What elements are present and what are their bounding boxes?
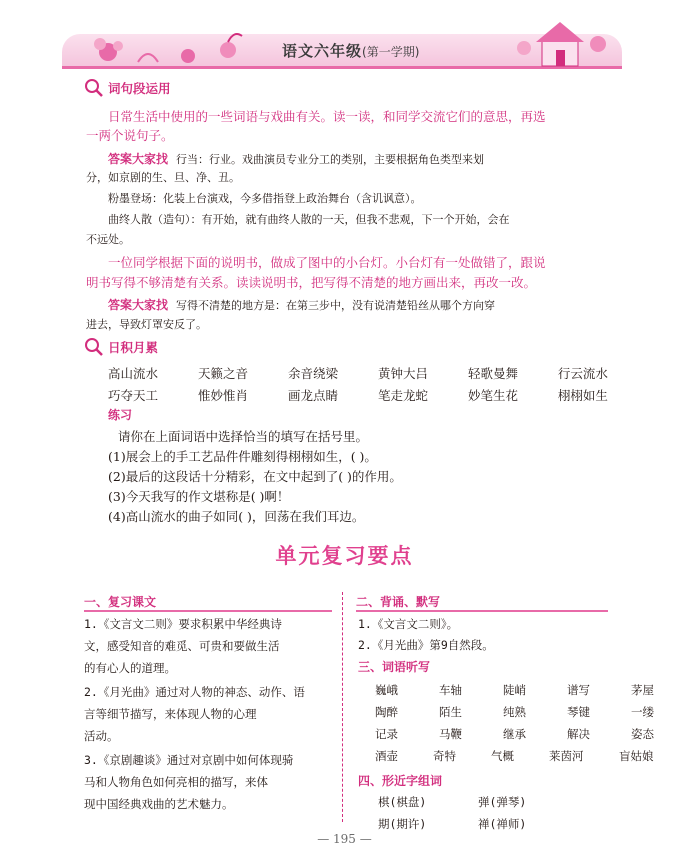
right-heading-dictation: 三、词语听写: [358, 660, 431, 674]
practice-instruction: 请你在上面词语中选择恰当的填写在括号里。: [118, 429, 369, 444]
review-line-5: 言等细节描写，来体现人物的心理: [84, 707, 257, 721]
dictation-word: 记录: [375, 727, 398, 741]
dictation-word: 盲姑娘: [619, 749, 654, 763]
right-heading-recite: 二、背诵、默写: [356, 595, 441, 609]
dictation-word: 马鞭: [439, 727, 462, 741]
idiom: 行云流水: [557, 366, 608, 381]
idiom: 天籁之音: [197, 366, 248, 381]
right-heading-rule: [356, 610, 608, 612]
answer-row-1: 答案大家找 行当：行业。戏曲演员专业分工的类别，主要根据角色类型来划: [108, 152, 484, 166]
dictation-word: 气概: [491, 749, 514, 763]
dictation-word: 陡峭: [503, 683, 526, 697]
dictation-row-2: [375, 704, 669, 720]
dictation-row-3: [375, 726, 669, 742]
idiom: 惟妙惟肖: [197, 388, 248, 403]
dictation-word: 陶醉: [375, 705, 398, 719]
practice-question-1: (1)展会上的手工艺品件件雕刻得栩栩如生，( )。: [108, 449, 377, 464]
unit-review-title: 单元复习要点: [275, 544, 414, 568]
answer-row-4: 曲终人散（造句）：有开始，就有曲终人散的一天，但我不悲观，下一个开始，会在: [108, 213, 510, 226]
practice-label: 练习: [108, 408, 133, 422]
answer-row-6: 答案大家找 写得不清楚的地方是：在第三步中，没有说清楚铅丝从哪个方向穿: [108, 298, 495, 312]
dictation-word: 姿态: [631, 727, 654, 741]
idiom: 笔走龙蛇: [377, 388, 428, 403]
idiom-row-1: [108, 364, 608, 382]
dictation-word: 奇特: [433, 749, 456, 763]
review-line-1: 1.《文言文二则》要求积累中华经典诗: [84, 617, 282, 631]
section1-intro-line1: 日常生活中使用的一些词语与戏曲有关。读一读，和同学交流它们的意思，再选: [108, 109, 546, 124]
review-line-2: 文，感受知音的难觅、可贵和要做生活: [84, 639, 280, 653]
idiom: 栩栩如生: [557, 388, 608, 403]
dictation-row-4: [375, 748, 669, 764]
answer-row-3: 粉墨登场：化装上台演戏，今多借指登上政治舞台（含讥讽意）。: [108, 192, 422, 205]
idiom: 巧夺天工: [108, 388, 159, 403]
dictation-word: 巍峨: [375, 683, 398, 697]
dictation-word: 酒壶: [375, 749, 398, 763]
dictation-word: 茅屋: [631, 683, 654, 697]
magnifier-icon: [84, 337, 104, 357]
similar-char-1b: 弹(弹琴): [478, 795, 527, 809]
dictation-word: 莱茵河: [549, 749, 584, 763]
answer-row-5: 不远处。: [86, 233, 130, 246]
section-heading-word-usage: 词句段运用: [84, 78, 171, 98]
idiom: 高山流水: [108, 366, 159, 381]
column-divider: [342, 592, 343, 822]
similar-char-2b: 禅(禅师): [478, 817, 527, 831]
section1-intro-line2: 一两个说句子。: [86, 128, 174, 143]
dictation-word: 谱写: [567, 683, 590, 697]
idiom: 画龙点睛: [287, 388, 338, 403]
magnifier-icon: [84, 78, 104, 98]
right-heading-similar-chars: 四、形近字组词: [358, 774, 443, 788]
page-header: [0, 0, 689, 74]
similar-char-2a: 期(期许): [378, 817, 427, 831]
flower-decoration-icon: [78, 22, 248, 70]
review-line-9: 现中国经典戏曲的艺术魅力。: [84, 797, 234, 811]
dictation-word: 纯熟: [503, 705, 526, 719]
idiom: 轻歌曼舞: [467, 366, 518, 381]
dictation-row-1: [375, 682, 669, 698]
practice-question-4: (4)高山流水的曲子如同( )，回荡在我们耳边。: [108, 509, 365, 524]
review-line-3: 的有心人的道理。: [84, 661, 176, 675]
section1-para2-line1: 一位同学根据下面的说明书，做成了图中的小台灯。小台灯有一处做错了，跟说: [108, 255, 546, 270]
idiom: 妙笔生花: [467, 388, 518, 403]
dictation-word: 陌生: [439, 705, 462, 719]
practice-question-3: (3)今天我写的作文堪称是( )啊！: [108, 489, 290, 504]
recite-item-1: 1.《文言文二则》。: [358, 617, 459, 631]
dictation-word: 解决: [567, 727, 590, 741]
left-heading-rule: [84, 610, 332, 612]
answer-row-7: 进去，导致灯罩安反了。: [86, 318, 207, 331]
idiom: 余音绕梁: [287, 366, 338, 381]
review-line-4: 2.《月光曲》通过对人物的神态、动作、语: [84, 685, 305, 699]
dictation-word: 琴键: [567, 705, 590, 719]
review-line-7: 3.《京剧趣谈》通过对京剧中如何体现骑: [84, 753, 294, 767]
answer-row-2: 分，如京剧的生、旦、净、丑。: [86, 171, 240, 184]
idiom-row-2: [108, 386, 608, 404]
review-line-8: 马和人物角色如何亮相的描写，来体: [84, 775, 268, 789]
idiom: 黄钟大吕: [377, 366, 428, 381]
dictation-word: 一缕: [631, 705, 654, 719]
practice-question-2: (2)最后的这段话十分精彩，在文中起到了( )的作用。: [108, 469, 402, 484]
similar-char-1a: 棋(棋盘): [378, 795, 427, 809]
section1-para2-line2: 明书写得不够清楚有关系。读读说明书，把写得不清楚的地方画出来，再改一改。: [86, 275, 537, 290]
left-column-heading: 一、复习课文: [84, 595, 157, 609]
section-heading-daily-accumulation: 日积月累: [84, 337, 158, 357]
review-line-6: 活动。: [84, 729, 119, 743]
recite-item-2: 2.《月光曲》第9自然段。: [358, 638, 494, 652]
book-title: 语文六年级(第一学期): [282, 42, 420, 60]
page-number: — 195 —: [317, 832, 372, 846]
dictation-word: 车轴: [439, 683, 462, 697]
dictation-word: 继承: [503, 727, 526, 741]
house-decoration-icon: [512, 14, 612, 70]
